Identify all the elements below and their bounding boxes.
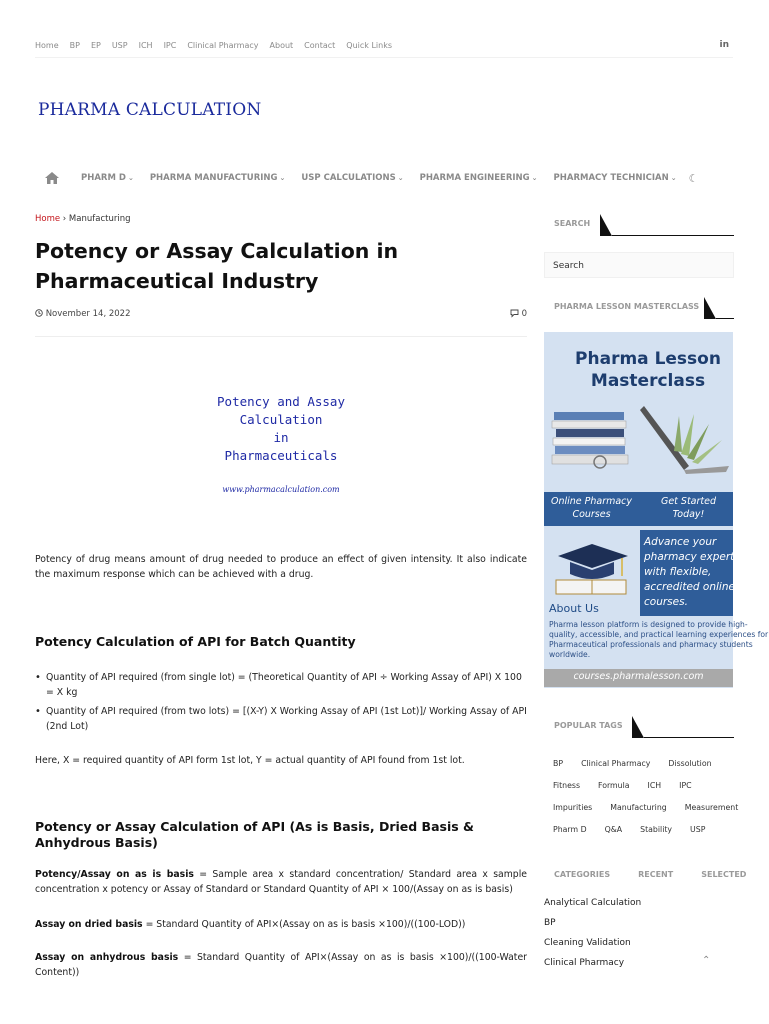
featured-image [35, 340, 527, 530]
list-item: • Quantity of API required (from two lots) = [(X-Y) X Working Assay of API (1st Lot)]/ Working Assay of API (2nd Lot) [35, 704, 527, 734]
tab-categories[interactable]: CATEGORIES [554, 870, 611, 879]
featured-line-2: Calculation [239, 412, 323, 427]
intro-paragraph: Potency of drug means amount of drug needed to produce an effect of given intensity. It also indicate the maximum response which can be achieved with a drug. [35, 554, 527, 580]
list-item: • Quantity of API required (from single lot) = (Theoretical Quantity of API ÷ Working Assay of API) X 100 = X kg [35, 670, 527, 700]
nav-item-pharmacy-technician[interactable]: PHARMACY TECHNICIAN ⌄ [553, 173, 677, 183]
tab-selected[interactable]: SELECTED [701, 870, 747, 879]
main-nav [35, 160, 733, 196]
sidebar-heading-tags: POPULAR TAGS [544, 716, 734, 738]
tag-dissolution[interactable]: Dissolution [668, 758, 712, 768]
dried-paragraph: Assay on dried basis = Standard Quantity of API×(Assay on as is basis ×100)/((100-LOD)) [35, 919, 466, 930]
top-link-bp[interactable]: BP [69, 41, 80, 50]
tag-manufacturing[interactable]: Manufacturing [610, 802, 667, 812]
banner-title: Pharma Lesson Masterclass [575, 349, 721, 391]
asis-label: Potency/Assay on as is basis [35, 869, 194, 880]
site-logo[interactable]: PHARMA CALCULATION [38, 100, 262, 120]
top-link-ipc[interactable]: IPC [163, 41, 177, 50]
breadcrumb [35, 214, 130, 224]
top-link-about[interactable]: About [269, 41, 294, 50]
banner-advance: Advance your pharmacy expertise with flexible, accredited online courses. [640, 530, 733, 616]
nav-item-pharma-engineering[interactable]: PHARMA ENGINEERING ⌄ [419, 173, 538, 183]
post-date: November 14, 2022 [35, 309, 130, 319]
post-meta [35, 309, 527, 337]
nav-item-usp-calculations[interactable]: USP CALCULATIONS ⌄ [301, 173, 404, 183]
tag-ipc[interactable]: IPC [679, 780, 692, 790]
tab-recent[interactable]: RECENT [638, 870, 674, 879]
chevron-down-icon: ⌄ [127, 174, 134, 182]
top-link-ich[interactable]: ICH [138, 41, 153, 50]
category-item[interactable]: Clinical Pharmacy [544, 958, 625, 968]
banner-about-text: Pharma lesson platform is designed to provide high-quality, accessible, and practical learning experiences for Pharmaceutical professionals and pharmacy students worldwide. [549, 620, 769, 659]
clock-icon [35, 309, 43, 317]
breadcrumb-home[interactable]: Home [35, 214, 61, 224]
tag-usp[interactable]: USP [690, 824, 706, 834]
chevron-down-icon: ⌄ [531, 174, 538, 182]
formula-list [35, 670, 527, 738]
linkedin-icon[interactable]: in [719, 40, 729, 50]
top-link-quick-links[interactable]: Quick Links [346, 41, 393, 50]
comment-icon [510, 309, 519, 317]
tag-stability[interactable]: Stability [640, 824, 673, 834]
nav-item-pharma-manufacturing[interactable]: PHARMA MANUFACTURING ⌄ [149, 173, 286, 183]
laptop-illustration [634, 396, 732, 476]
category-item[interactable]: BP [544, 918, 556, 928]
category-item[interactable]: Analytical Calculation [544, 898, 642, 908]
top-link-ep[interactable]: EP [90, 41, 101, 50]
home-icon[interactable] [45, 169, 67, 188]
asis-paragraph: Potency/Assay on as is basis = Sample area x standard concentration/ Standard area x sample concentration x potency or Assay of Standard or Standard Quantity of API × 100/(Assay on as is basis) [35, 869, 527, 895]
tag-measurement[interactable]: Measurement [684, 802, 739, 812]
top-links [35, 41, 392, 50]
anhydrous-paragraph: Assay on anhydrous basis = Standard Quantity of API×(Assay on as is basis ×100)/((100-Water Content)) [35, 952, 527, 978]
sidebar-heading-masterclass: PHARMA LESSON MASTERCLASS [544, 297, 734, 319]
top-link-contact[interactable]: Contact [304, 41, 336, 50]
sidebar-heading-search: SEARCH [544, 214, 734, 236]
tag-fitness[interactable]: Fitness [553, 780, 581, 790]
comment-count[interactable]: 0 [510, 309, 527, 319]
dark-mode-moon-icon[interactable]: ☾ [688, 171, 699, 185]
banner-get-started[interactable]: Get Started Today! [660, 496, 717, 520]
tag-clinical-pharmacy[interactable]: Clinical Pharmacy [581, 758, 651, 768]
featured-line-1: Potency and Assay [217, 394, 345, 409]
here-paragraph: Here, X = required quantity of API form 1st lot, Y = actual quantity of API found from 1st lot. [35, 755, 465, 766]
top-bar [35, 36, 733, 58]
tag-pharm-d[interactable]: Pharm D [553, 824, 587, 834]
dried-label: Assay on dried basis [35, 919, 143, 930]
sidebar-tabs [544, 862, 747, 880]
page-title: Potency or Assay Calculation in Pharmaceutical Industry [35, 239, 399, 293]
tag-impurities[interactable]: Impurities [553, 802, 593, 812]
search-input[interactable] [545, 254, 733, 278]
tag-formula[interactable]: Formula [598, 780, 630, 790]
banner-url[interactable]: courses.pharmalesson.com [544, 669, 733, 687]
search-box [544, 252, 734, 278]
chevron-down-icon: ⌄ [397, 174, 404, 182]
featured-line-3: in [273, 430, 289, 445]
banner-band [544, 492, 733, 526]
books-illustration [550, 392, 638, 472]
masterclass-banner[interactable] [544, 332, 769, 688]
breadcrumb-separator: › [60, 214, 69, 224]
tag-qa[interactable]: Q&A [604, 824, 623, 834]
featured-line-4: Pharmaceuticals [224, 448, 338, 463]
banner-about-title: About Us [549, 602, 599, 615]
category-item[interactable]: Cleaning Validation [544, 938, 631, 948]
banner-online-courses: Online Pharmacy Courses [550, 496, 633, 520]
anhydrous-label: Assay on anhydrous basis [35, 952, 179, 963]
breadcrumb-current[interactable]: Manufacturing [68, 214, 131, 224]
heading-basis: Potency or Assay Calculation of API (As is Basis, Dried Basis & Anhydrous Basis) [35, 819, 474, 850]
graduation-cap-illustration [552, 536, 632, 600]
scroll-to-top-icon[interactable]: ⌃ [702, 955, 711, 966]
nav-item-pharm-d[interactable]: PHARM D ⌄ [81, 173, 134, 183]
tag-ich[interactable]: ICH [647, 780, 662, 790]
tag-bp[interactable]: BP [553, 758, 564, 768]
heading-batch-quantity: Potency Calculation of API for Batch Quantity [35, 634, 356, 649]
chevron-down-icon: ⌄ [670, 174, 677, 182]
top-link-usp[interactable]: USP [111, 41, 128, 50]
featured-url: www.pharmacalculation.com [222, 485, 340, 494]
top-link-home[interactable]: Home [35, 41, 59, 50]
top-link-clinical-pharmacy[interactable]: Clinical Pharmacy [187, 41, 259, 50]
tag-cloud [544, 752, 739, 840]
chevron-down-icon: ⌄ [279, 174, 286, 182]
